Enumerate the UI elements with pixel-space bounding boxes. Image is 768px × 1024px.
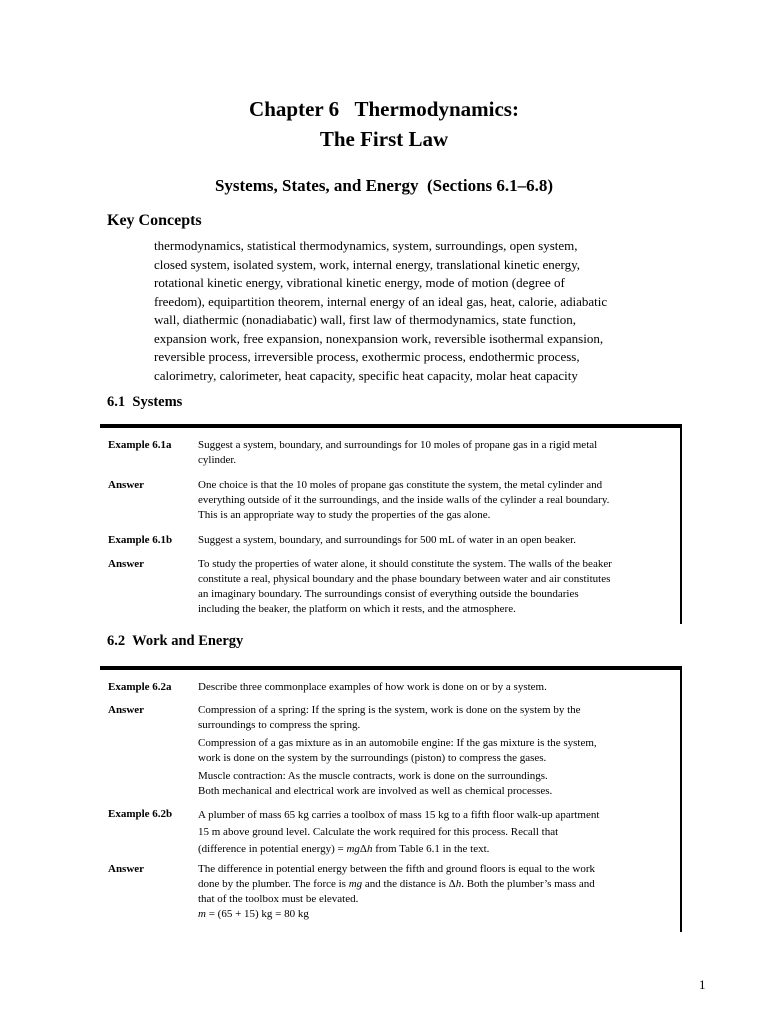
key-concepts-line: calorimetry, calorimeter, heat capacity, specific heat capacity, molar heat capacity bbox=[154, 367, 578, 383]
answer-text bbox=[198, 557, 668, 620]
key-concepts-heading: Key Concepts bbox=[107, 212, 202, 229]
example-box-systems bbox=[100, 424, 682, 624]
text-line: m = (65 + 15) kg = 80 kg bbox=[198, 908, 309, 920]
chapter-title bbox=[0, 94, 768, 154]
answer-label: Answer bbox=[108, 479, 145, 491]
example-label: Example 6.1a bbox=[108, 439, 172, 451]
answer-text bbox=[198, 862, 668, 925]
subsection-heading-systems: 6.1 Systems bbox=[107, 394, 183, 410]
key-concepts-line: thermodynamics, statistical thermodynamics, system, surroundings, open system, bbox=[154, 238, 578, 253]
text-line: The difference in potential energy between the fifth and ground floors is equal to the work bbox=[198, 863, 595, 875]
text-line: One choice is that the 10 moles of propane gas constitute the system, the metal cylinder and bbox=[198, 479, 603, 491]
text-line: To study the properties of water alone, it should constitute the system. The walls of the beaker bbox=[198, 558, 612, 570]
answer-text bbox=[198, 478, 668, 526]
example-label: Example 6.2b bbox=[108, 808, 173, 820]
subsection-heading-work-and-energy: 6.2 Work and Energy bbox=[107, 633, 244, 649]
key-concepts-line: freedom), equipartition theorem, internal energy of an ideal gas, heat, calorie, adiabatic bbox=[154, 293, 608, 309]
key-concepts-line: reversible process, irreversible process, exothermic process, endothermic process, bbox=[154, 349, 580, 364]
answer-label: Answer bbox=[108, 863, 145, 875]
chapter-title-line-1: Chapter 6 Thermodynamics: bbox=[249, 97, 519, 121]
text-line: Suggest a system, boundary, and surroundings for 500 mL of water in an open beaker. bbox=[198, 534, 576, 546]
text-line: This is an appropriate way to study the properties of the gas alone. bbox=[198, 509, 491, 521]
text-line: Suggest a system, boundary, and surroundings for 10 moles of propane gas in a rigid metal bbox=[198, 439, 598, 451]
text-line: (difference in potential energy) = mgΔh from Table 6.1 in the text. bbox=[198, 843, 490, 855]
text-line: Compression of a spring: If the spring is the system, work is done on the system by the bbox=[198, 704, 581, 716]
text-line: including the beaker, the platform on which it rests, and the atmosphere. bbox=[198, 603, 516, 615]
key-concepts-list bbox=[154, 237, 674, 385]
text-line: everything outside of it the surroundings, and the inside walls of the cylinder a real boundary. bbox=[198, 494, 610, 506]
example-text bbox=[198, 807, 668, 861]
text-line: Muscle contraction: As the muscle contracts, work is done on the surroundings. bbox=[198, 770, 548, 782]
text-line: an imaginary boundary. The surroundings consist of everything outside the boundaries bbox=[198, 588, 579, 600]
answer-label: Answer bbox=[108, 558, 145, 570]
text-line: Both mechanical and electrical work are involved as well as chemical processes. bbox=[198, 785, 553, 797]
text-line: surroundings to compress the spring. bbox=[198, 719, 361, 731]
text-line: cylinder. bbox=[198, 454, 237, 466]
example-box-work-and-energy bbox=[100, 666, 682, 932]
example-text bbox=[198, 680, 668, 698]
text-line: that of the toolbox must be elevated. bbox=[198, 893, 359, 905]
text-line: A plumber of mass 65 kg carries a toolbox of mass 15 kg to a fifth floor walk-up apartment bbox=[198, 809, 600, 821]
text-line: Describe three commonplace examples of how work is done on or by a system. bbox=[198, 681, 547, 693]
text-line: work is done on the system by the surroundings (piston) to compress the gases. bbox=[198, 752, 547, 764]
key-concepts-line: closed system, isolated system, work, internal energy, translational kinetic energy, bbox=[154, 256, 581, 272]
text-line: constitute a real, physical boundary and the phase boundary between water and air constitutes bbox=[198, 573, 611, 585]
section-heading: Systems, States, and Energy (Sections 6.1–6.8) bbox=[214, 176, 554, 195]
answer-text bbox=[198, 703, 668, 802]
page-number: 1 bbox=[699, 977, 706, 992]
key-concepts-line: expansion work, free expansion, nonexpansion work, reversible isothermal expansion, bbox=[154, 330, 604, 346]
text-line: Compression of a gas mixture as in an automobile engine: If the gas mixture is the system, bbox=[198, 737, 597, 749]
example-text bbox=[198, 533, 668, 551]
key-concepts-line: wall, diathermic (nonadiabatic) wall, first law of thermodynamics, state function, bbox=[154, 312, 577, 327]
key-concepts-line: rotational kinetic energy, vibrational kinetic energy, mode of motion (degree of bbox=[154, 275, 565, 290]
example-label: Example 6.1b bbox=[108, 534, 173, 546]
example-label: Example 6.2a bbox=[108, 681, 172, 693]
text-line: 15 m above ground level. Calculate the work required for this process. Recall that bbox=[198, 826, 559, 838]
answer-label: Answer bbox=[108, 704, 145, 716]
chapter-title-line-2: The First Law bbox=[319, 127, 449, 151]
example-text bbox=[198, 438, 668, 471]
text-line: done by the plumber. The force is mg and the distance is Δh. Both the plumber’s mass and bbox=[198, 878, 595, 890]
